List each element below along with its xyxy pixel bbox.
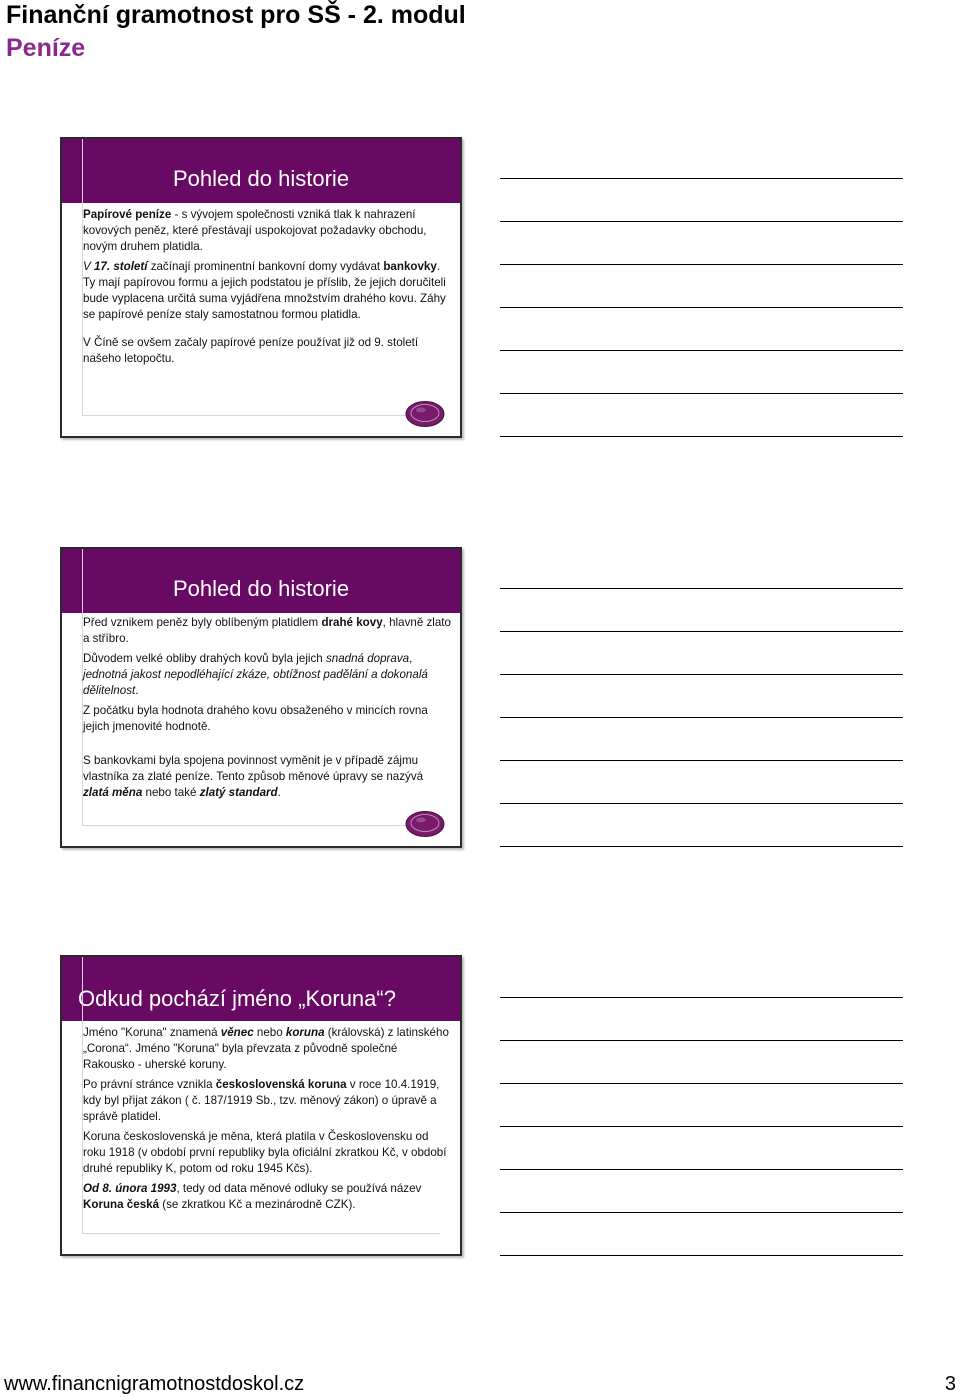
slide-2-paragraph-1: Před vznikem peněz byly oblíbeným platidlem drahé kovy, hlavně zlato a stříbro. — [83, 616, 451, 645]
slide-1-frame-bottom — [82, 415, 440, 416]
slide-2-paragraph-4: S bankovkami byla spojena povinnost vyměnit je v případě zájmu vlastníka za zlaté peníze. Tento způsob měnové úpravy se nazývá zlatá měna nebo také zlatý standard. — [83, 754, 424, 799]
document-subtitle: Peníze — [6, 34, 86, 62]
note-line — [500, 631, 903, 632]
slide-2-title: Pohled do historie — [172, 576, 350, 601]
note-line — [500, 264, 903, 265]
note-line — [500, 350, 903, 351]
note-line — [500, 717, 903, 718]
slide-2-paragraph-2: Důvodem velké obliby drahých kovů byla jejich snadná doprava, jednotná jakost nepodléhající zkáze, obtížnost padělání a dokonalá dělitelnost. — [83, 652, 428, 697]
note-line — [500, 997, 903, 998]
slide-1-paragraph-2: V 17. století začínají prominentní bankovní domy vydávat bankovky. Ty mají papírovou formu a jejich podstatou je příslib, že jejich doručiteli bude vyplacena určitá suma vyjádřena množstvím drahého kovu. Záhy se papírové peníze staly samostatnou formou platidla. — [83, 260, 446, 321]
page-number: 3 — [944, 1373, 956, 1395]
note-line — [500, 1212, 903, 1213]
slide-1-paragraph-1: Papírové peníze - s vývojem společnosti vzniká tlak k nahrazení kovových peněz, které přestávají uspokojovat požadavky obchodu, novým druhem platidla. — [83, 208, 427, 253]
slide-3-header — [62, 957, 460, 1021]
slide-3-paragraph-2: Po právní stránce vznikla československá koruna v roce 10.4.1919, kdy byl přijat zákon ( č. 187/1919 Sb., tzv. měnový zákon) o úpravě a správě platidel. — [83, 1078, 440, 1123]
slide-1 — [60, 137, 462, 438]
note-line — [500, 760, 903, 761]
slide-2-paragraph-3: Z počátku byla hodnota drahého kovu obsaženého v mincích rovna jejich jmenovité hodnotě. — [83, 704, 428, 733]
slide-3 — [60, 955, 462, 1256]
slide-3-paragraph-3: Koruna československá je měna, která platila v Československu od roku 1918 (v období první republiky byla oficiální zkratkou Kč, v období druhé republiky K, potom od roku 1945 Kčs). — [83, 1130, 447, 1175]
slide-2-body — [83, 615, 452, 805]
note-line — [500, 436, 903, 437]
note-line — [500, 178, 903, 179]
footer-website-url[interactable]: www.financnigramotnostdoskol.cz — [4, 1373, 305, 1395]
purple-coin-icon — [405, 400, 445, 428]
slide-3-paragraph-4: Od 8. února 1993, tedy od data měnové odluky se používá název Koruna česká (se zkratkou Kč a mezinárodně CZK). — [83, 1182, 422, 1211]
note-line — [500, 221, 903, 222]
slide-3-body — [83, 1025, 452, 1217]
slide-3-paragraph-1: Jméno "Koruna" znamená věnec nebo koruna (královská) z latinského „Corona“. Jméno "Koruna" byla převzata z původně společné Rakousko - uherské koruny. — [83, 1026, 449, 1071]
slide-2 — [60, 547, 462, 848]
note-line — [500, 307, 903, 308]
note-line — [500, 1126, 903, 1127]
note-line — [500, 1083, 903, 1084]
slide-1-body — [83, 207, 452, 371]
slide-1-paragraph-3: V Číně se ovšem začaly papírové peníze používat již od 9. století našeho letopočtu. — [83, 336, 419, 365]
document-title: Finanční gramotnost pro SŠ - 2. modul — [6, 1, 466, 29]
slide-3-frame-bottom — [82, 1233, 440, 1234]
note-line — [500, 803, 903, 804]
purple-coin-icon — [405, 810, 445, 838]
note-line — [500, 846, 903, 847]
note-line — [500, 1255, 903, 1256]
slide-2-header — [62, 549, 460, 613]
note-line — [500, 393, 903, 394]
note-line — [500, 1169, 903, 1170]
note-line — [500, 674, 903, 675]
note-line — [500, 1040, 903, 1041]
slide-1-title: Pohled do historie — [172, 166, 350, 191]
slide-1-header — [62, 139, 460, 203]
slide-2-frame-bottom — [82, 825, 440, 826]
slide-3-title: Odkud pochází jméno „Koruna“? — [78, 986, 396, 1011]
note-line — [500, 588, 903, 589]
